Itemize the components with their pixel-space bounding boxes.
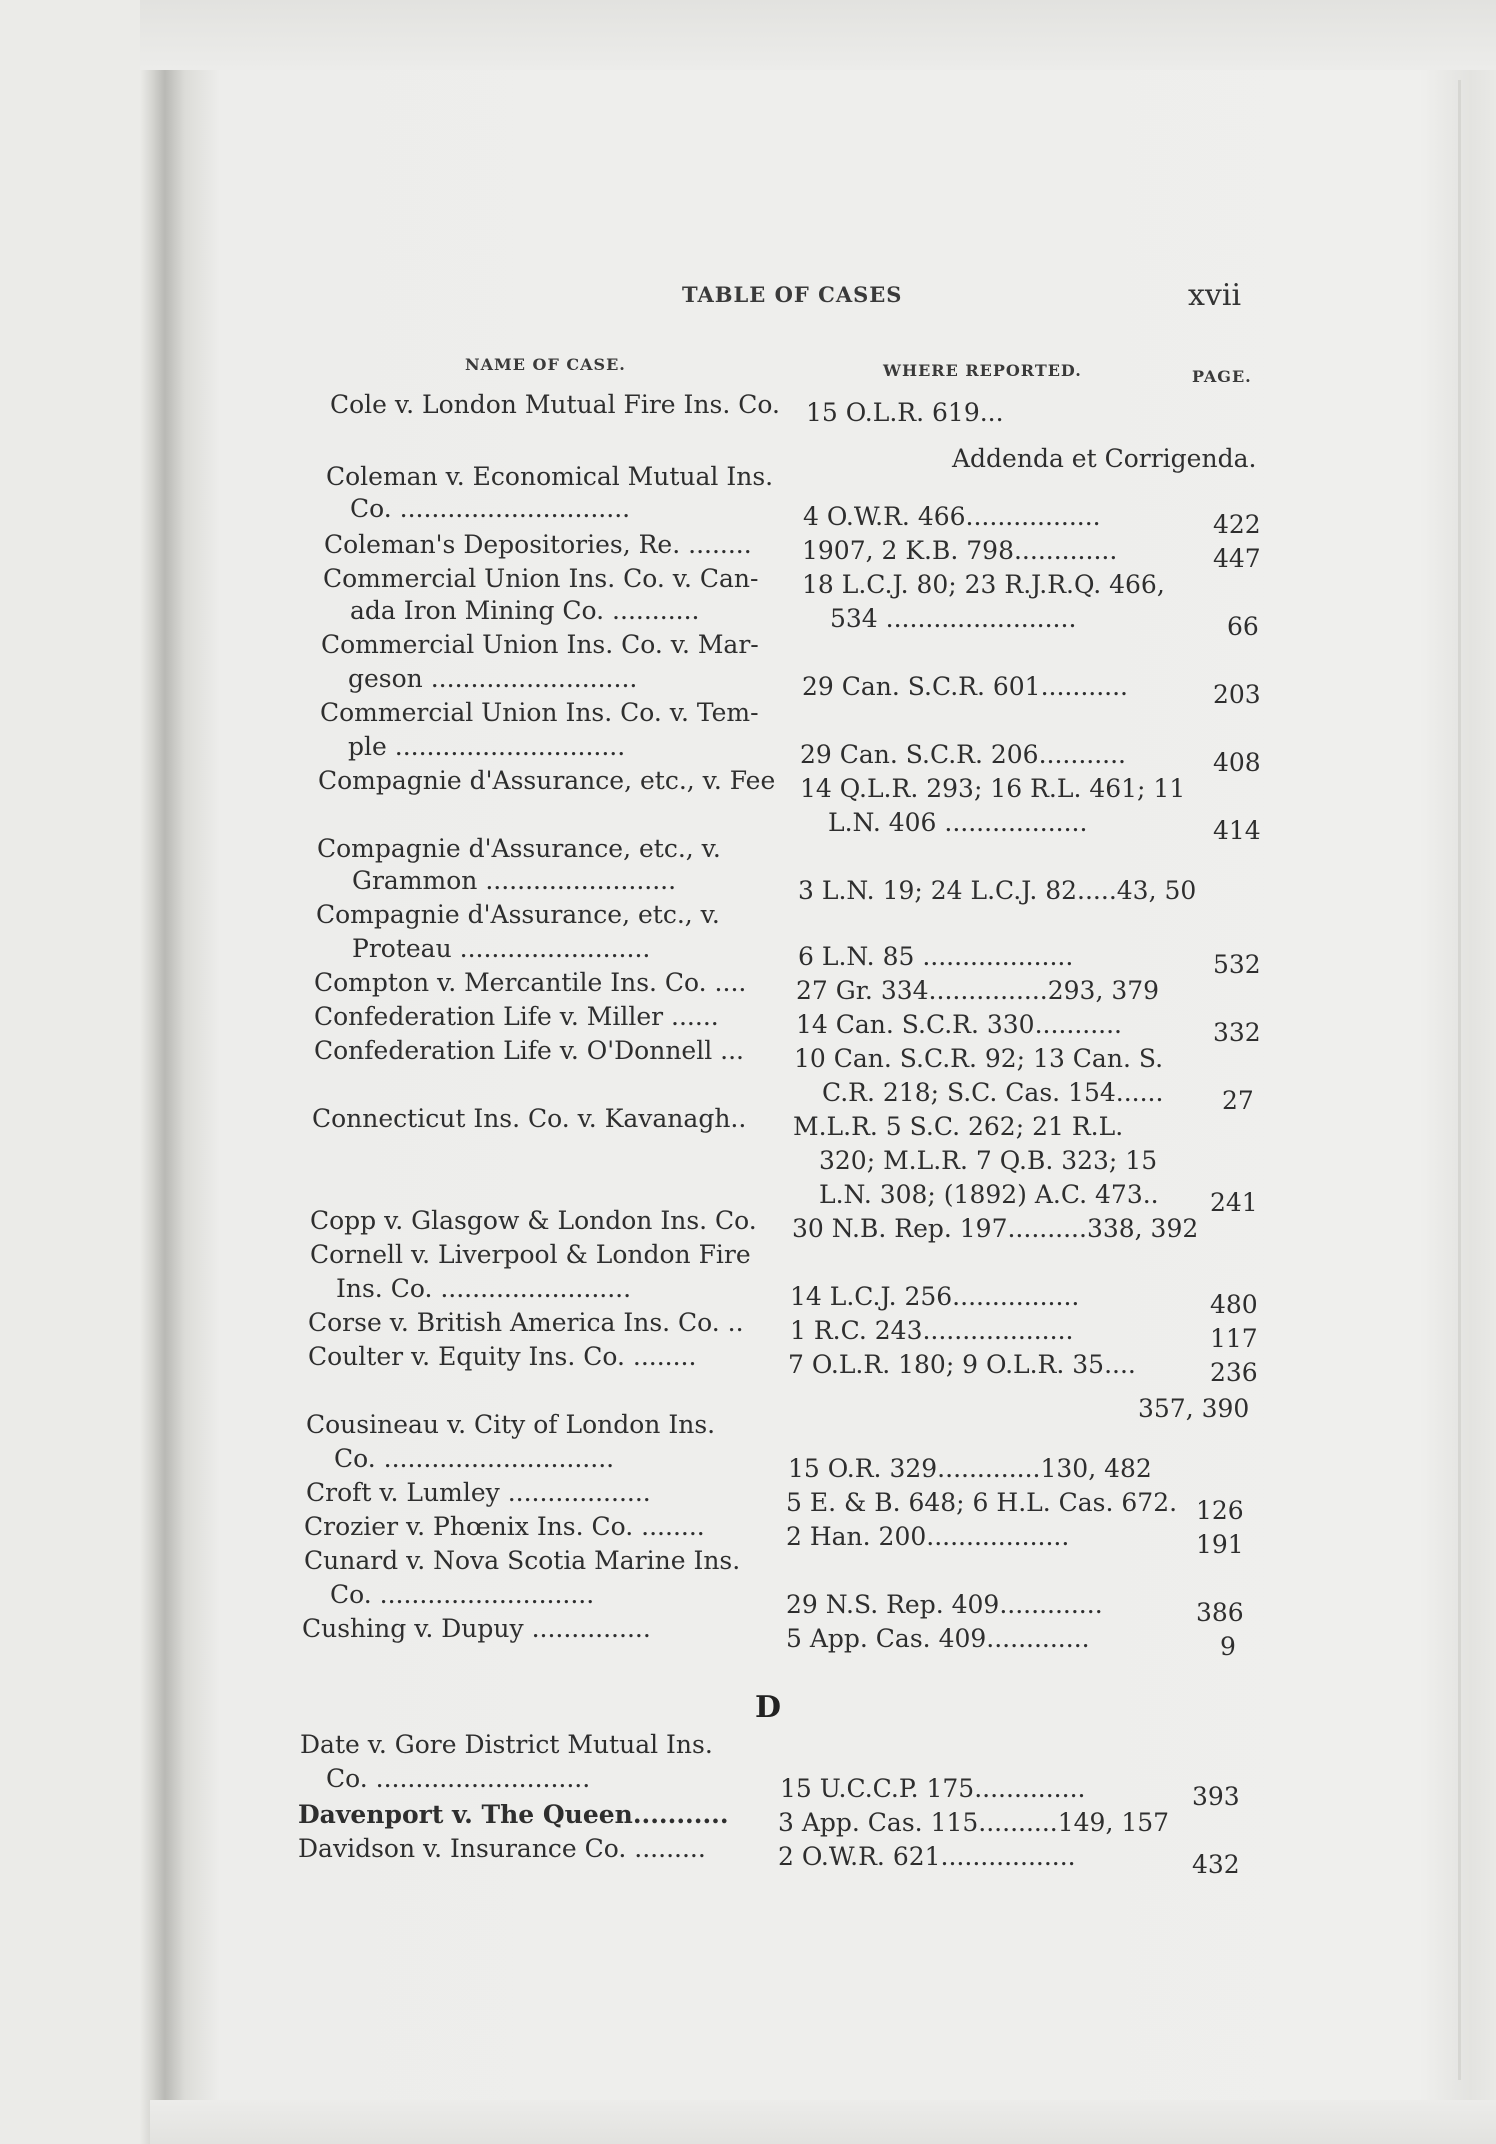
case-citation: 29 Can. S.C.R. 601........... — [802, 672, 1129, 701]
case-name: Cushing v. Dupuy ............... — [302, 1614, 651, 1643]
case-page: 357, 390 — [1138, 1394, 1250, 1423]
case-name: Commercial Union Ins. Co. v. Mar- — [321, 630, 759, 659]
case-citation: Addenda et Corrigenda. — [952, 444, 1257, 473]
case-citation: 1907, 2 K.B. 798............. — [802, 536, 1118, 565]
case-page: 432 — [1192, 1850, 1240, 1879]
case-citation: 15 U.C.C.P. 175.............. — [780, 1774, 1086, 1803]
case-page: 447 — [1213, 544, 1261, 573]
case-name: Confederation Life v. O'Donnell ... — [314, 1036, 745, 1065]
case-name: Compagnie d'Assurance, etc., v. — [317, 834, 721, 863]
case-citation: 2 Han. 200.................. — [786, 1522, 1070, 1551]
case-name: Cole v. London Mutual Fire Ins. Co. — [330, 390, 780, 419]
page-number: xvii — [1188, 278, 1242, 313]
column-heading-page: PAGE. — [1192, 367, 1252, 386]
case-citation: 29 Can. S.C.R. 206........... — [800, 740, 1127, 769]
case-citation: L.N. 308; (1892) A.C. 473.. — [819, 1180, 1159, 1209]
case-name: Coleman v. Economical Mutual Ins. — [326, 462, 774, 491]
case-citation: 3 L.N. 19; 24 L.C.J. 82.....43, 50 — [798, 876, 1197, 905]
case-name: ple ............................. — [348, 732, 626, 761]
page-top-shadow — [140, 0, 1496, 70]
case-citation: 1 R.C. 243................... — [790, 1316, 1074, 1345]
case-page: 126 — [1196, 1496, 1244, 1525]
case-name: ada Iron Mining Co. ........... — [350, 596, 700, 625]
case-name: Copp v. Glasgow & London Ins. Co. — [310, 1206, 757, 1235]
case-citation: 27 Gr. 334...............293, 379 — [796, 976, 1160, 1005]
case-page: 332 — [1213, 1018, 1261, 1047]
case-citation: 2 O.W.R. 621................. — [778, 1842, 1076, 1871]
case-citation: 534 ........................ — [830, 604, 1077, 633]
case-name: Davidson v. Insurance Co. ......... — [298, 1834, 706, 1863]
case-name: Ins. Co. ........................ — [336, 1274, 632, 1303]
section-letter: D — [755, 1690, 782, 1725]
case-citation: L.N. 406 .................. — [828, 808, 1088, 837]
case-page: 241 — [1210, 1188, 1258, 1217]
case-name: Commercial Union Ins. Co. v. Tem- — [320, 698, 759, 727]
case-name: Coleman's Depositories, Re. ........ — [324, 530, 752, 559]
case-name: Confederation Life v. Miller ...... — [314, 1002, 719, 1031]
column-heading-name: NAME OF CASE. — [465, 355, 626, 374]
case-page: 408 — [1213, 748, 1261, 777]
running-head-title: TABLE OF CASES — [682, 282, 903, 307]
case-citation: 30 N.B. Rep. 197..........338, 392 — [792, 1214, 1199, 1243]
column-headings — [0, 355, 1496, 385]
case-citation: 14 L.C.J. 256................ — [790, 1282, 1080, 1311]
case-name: Co. ........................... — [326, 1764, 591, 1793]
case-page: 393 — [1192, 1782, 1240, 1811]
case-page: 236 — [1210, 1358, 1258, 1387]
page-bottom-edge — [150, 2100, 1496, 2144]
case-page: 422 — [1213, 510, 1261, 539]
case-page: 386 — [1196, 1598, 1244, 1627]
case-citation: 5 E. & B. 648; 6 H.L. Cas. 672. — [786, 1488, 1178, 1517]
case-name: Corse v. British America Ins. Co. .. — [308, 1308, 744, 1337]
case-page: 191 — [1196, 1530, 1244, 1559]
column-heading-where: WHERE REPORTED. — [883, 361, 1082, 380]
case-page: 66 — [1227, 612, 1259, 641]
case-page: 480 — [1210, 1290, 1258, 1319]
case-citation: 3 App. Cas. 115..........149, 157 — [778, 1808, 1170, 1837]
case-citation: 320; M.L.R. 7 Q.B. 323; 15 — [819, 1146, 1158, 1175]
case-citation: M.L.R. 5 S.C. 262; 21 R.L. — [793, 1112, 1124, 1141]
case-citation: 4 O.W.R. 466................. — [803, 502, 1101, 531]
case-name: Date v. Gore District Mutual Ins. — [300, 1730, 713, 1759]
case-name: Coulter v. Equity Ins. Co. ........ — [308, 1342, 697, 1371]
case-citation: 15 O.L.R. 619... — [806, 398, 1004, 427]
case-page: 117 — [1210, 1324, 1258, 1353]
case-page: 27 — [1222, 1086, 1254, 1115]
case-citation: 14 Can. S.C.R. 330........... — [796, 1010, 1123, 1039]
case-name: Co. ............................. — [334, 1444, 615, 1473]
case-citation: 18 L.C.J. 80; 23 R.J.R.Q. 466, — [802, 570, 1165, 599]
case-citation: 6 L.N. 85 ................... — [798, 942, 1074, 971]
case-citation: 7 O.L.R. 180; 9 O.L.R. 35.... — [788, 1350, 1136, 1379]
case-name: Davenport v. The Queen........... — [298, 1800, 729, 1829]
case-name: Compton v. Mercantile Ins. Co. .... — [314, 968, 747, 997]
case-page: 203 — [1213, 680, 1261, 709]
case-citation: C.R. 218; S.C. Cas. 154...... — [822, 1078, 1164, 1107]
case-name: geson .......................... — [348, 664, 638, 693]
case-name: Compagnie d'Assurance, etc., v. — [316, 900, 720, 929]
running-head — [0, 278, 1496, 322]
case-name: Crozier v. Phœnix Ins. Co. ........ — [304, 1512, 705, 1541]
case-name: Co. ............................. — [350, 494, 631, 523]
case-name: Croft v. Lumley .................. — [306, 1478, 651, 1507]
case-name: Grammon ........................ — [352, 866, 677, 895]
case-citation: 14 Q.L.R. 293; 16 R.L. 461; 11 — [800, 774, 1186, 803]
case-name: Proteau ........................ — [352, 934, 651, 963]
case-citation: 10 Can. S.C.R. 92; 13 Can. S. — [794, 1044, 1164, 1073]
case-name: Compagnie d'Assurance, etc., v. Fee — [318, 766, 776, 795]
case-citation: 5 App. Cas. 409............. — [786, 1624, 1090, 1653]
case-page: 414 — [1213, 816, 1261, 845]
case-name: Commercial Union Ins. Co. v. Can- — [323, 564, 759, 593]
case-name: Connecticut Ins. Co. v. Kavanagh.. — [312, 1104, 747, 1133]
case-citation: 15 O.R. 329.............130, 482 — [788, 1454, 1152, 1483]
case-name: Cousineau v. City of London Ins. — [306, 1410, 716, 1439]
case-page: 532 — [1213, 950, 1261, 979]
case-page: 9 — [1220, 1632, 1236, 1661]
case-name: Co. ........................... — [330, 1580, 595, 1609]
case-citation: 29 N.S. Rep. 409............. — [786, 1590, 1103, 1619]
case-name: Cunard v. Nova Scotia Marine Ins. — [304, 1546, 741, 1575]
case-name: Cornell v. Liverpool & London Fire — [310, 1240, 751, 1269]
